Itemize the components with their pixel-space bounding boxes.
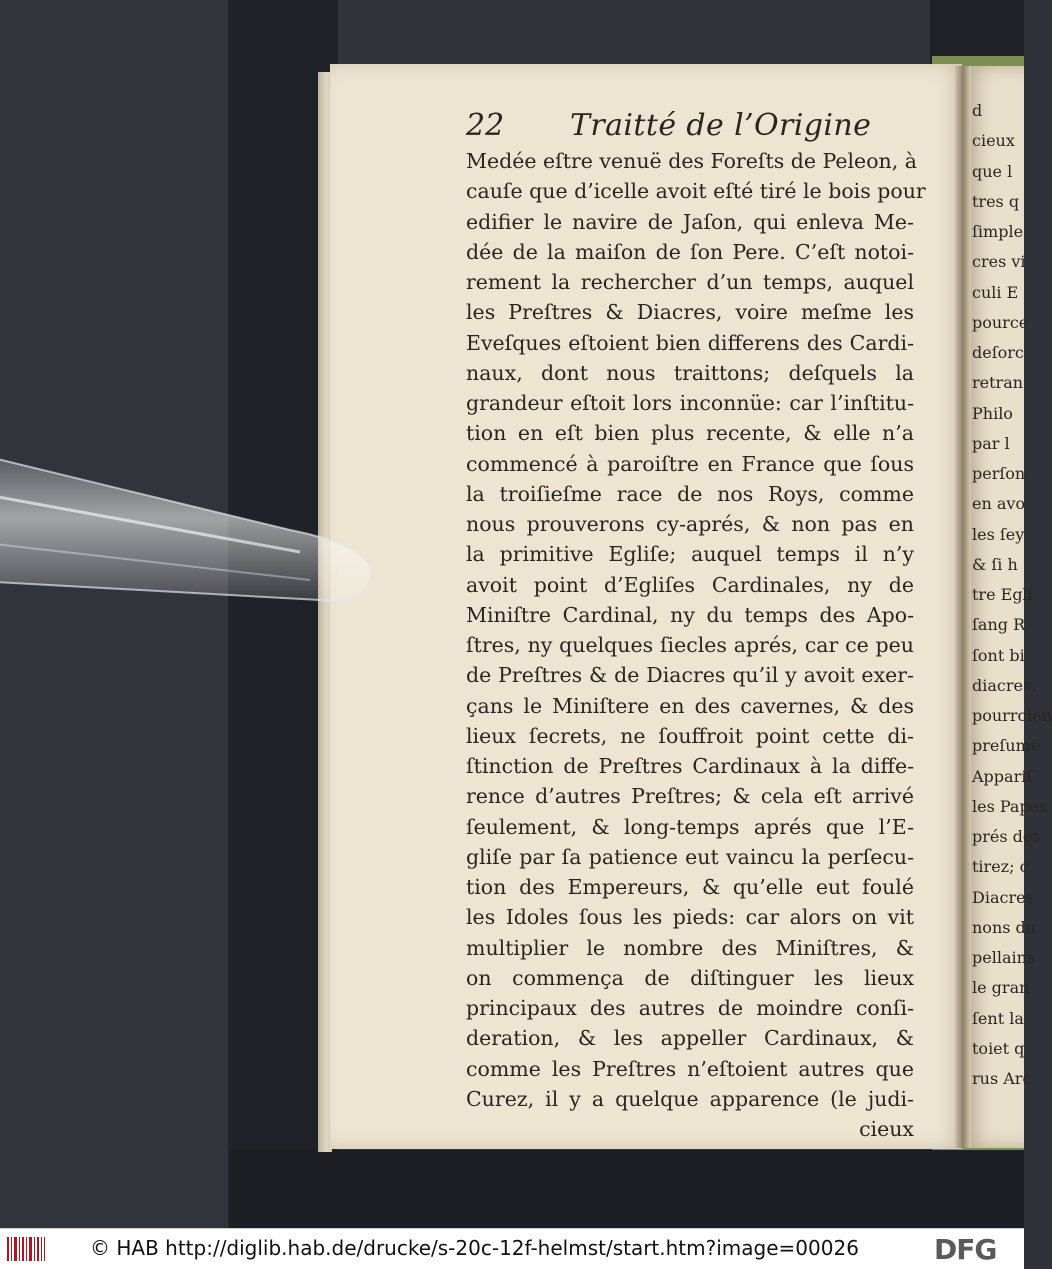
facing-page-line: pource <box>972 312 1029 332</box>
text-line: multiplier le nombre des Miniſtres, & <box>466 935 914 960</box>
text-line: rence d’autres Preſtres; & cela eſt arrivé <box>466 784 914 809</box>
text-line: naux, dont nous traittons; deſquels la <box>466 360 914 385</box>
facing-page-line: nons du <box>972 917 1037 937</box>
facing-page-line: & ſi h <box>972 554 1018 574</box>
facing-page-line: cieux <box>972 131 1015 151</box>
text-line: lieux ſecrets, ne ſouffroit point cette di- <box>466 723 914 748</box>
text-line: on commença de diſtinguer les lieux <box>466 965 914 990</box>
text-line: Eveſques eſtoient bien differens des Cardi- <box>466 330 914 355</box>
facing-page-line: Appariſ <box>972 766 1033 786</box>
text-line: grandeur eſtoit lors inconnüe: car l’inſtitu- <box>466 391 914 415</box>
text-line: les Idoles ſous les pieds: car alors on vit <box>466 905 914 930</box>
text-line: les Preſtres & Diacres, voire meſme les <box>466 300 914 325</box>
text-line: tion des Empereurs, & qu’elle eut foulé <box>466 875 914 899</box>
facing-page-line: Diacres <box>972 887 1034 907</box>
facing-page-line: ſang R <box>972 615 1026 635</box>
facing-page-line: perſon <box>972 464 1026 483</box>
text-line: tion en eſt bien plus recente, & elle n’a <box>466 421 914 446</box>
text-line: nous prouverons cy-aprés, & non pas en <box>466 512 914 536</box>
text-line: la primitive Egliſe; auquel temps il n’y <box>466 542 914 567</box>
page-number: 22 <box>466 108 505 143</box>
facing-page-line: tres q <box>972 191 1020 211</box>
facing-page-line: Philo <box>972 403 1013 423</box>
facing-page-line: par l <box>972 433 1010 453</box>
text-line: cauſe que d’icelle avoit eſté tiré le bois pour <box>466 179 926 204</box>
viewer-footer <box>0 1228 1024 1269</box>
facing-page-line: pellains <box>972 948 1036 967</box>
facing-page-line: cres vi <box>972 252 1026 272</box>
glass-page-holder <box>0 430 380 630</box>
facing-page-line: ſont bi <box>972 645 1025 665</box>
facing-page-line: en avo <box>972 494 1026 514</box>
text-line: commencé à paroiſtre en France que ſous <box>466 451 914 476</box>
facing-page-line: les Papes <box>972 796 1048 816</box>
background-shadow <box>230 1150 1024 1228</box>
dfg-logo: DFG <box>934 1233 997 1266</box>
facing-page-line: toiet q <box>972 1038 1025 1058</box>
facing-page-line: tre Egli <box>972 585 1033 604</box>
book-gutter <box>955 66 971 1148</box>
facing-page-line: rus Arc <box>972 1069 1032 1088</box>
text-line: Curez, il y a quelque apparence (le judi- <box>466 1086 914 1111</box>
facing-page-text <box>972 96 1052 1094</box>
facing-page-line: que l <box>972 161 1013 181</box>
text-line: cieux <box>859 1117 914 1141</box>
facing-page-line: tirez; c <box>972 857 1029 877</box>
text-line: gliſe par ſa patience eut vaincu la perſecu- <box>466 844 914 869</box>
text-line: dée de la maiſon de ſon Pere. C’eſt notoi- <box>466 239 914 264</box>
facing-page-line: pourroien <box>972 706 1052 725</box>
text-line: çans le Miniſtere en des cavernes, & des <box>466 693 914 718</box>
facing-page-line: d <box>972 101 983 120</box>
facing-page-line: culi E <box>972 282 1019 302</box>
facing-page-line: les ſey <box>972 524 1025 544</box>
text-line: edifier le navire de Jaſon, qui enleva Me- <box>466 209 914 234</box>
text-line: deration, & les appeller Cardinaux, & <box>466 1026 914 1051</box>
copyright-url-text: © HAB http://diglib.hab.de/drucke/s-20c-12f-helmst/start.htm?image=00026 <box>90 1236 859 1260</box>
text-line: la troiſieſme race de nos Roys, comme <box>466 481 914 506</box>
text-line: ſtinction de Preſtres Cardinaux à la diffe- <box>466 754 914 778</box>
facing-page-line: diacres, <box>972 675 1037 695</box>
text-line: Miniſtre Cardinal, ny du temps des Apo- <box>466 602 914 627</box>
text-line: avoit point d’Egliſes Cardinales, ny de <box>466 572 914 597</box>
running-title: Traitté de l’Origine <box>570 108 872 143</box>
text-line: Medée eſtre venuë des Foreſts de Peleon, à <box>466 149 917 173</box>
text-line: comme les Preſtres n’eſtoient autres que <box>466 1056 914 1081</box>
text-line: principaux des autres de moindre conſi- <box>466 996 914 1020</box>
text-line: ſtres, ny quelques ſiecles aprés, car ce peu <box>466 633 914 657</box>
facing-page-line: le gran <box>972 978 1030 998</box>
text-line: rement la rechercher d’un temps, auquel <box>466 270 914 294</box>
facing-page-line: deſorc <box>972 343 1024 362</box>
text-line: de Preſtres & de Diacres qu’il y avoit exer- <box>466 663 914 688</box>
facing-page-line: ſent la <box>972 1008 1024 1028</box>
page-body-text <box>466 146 926 1144</box>
facing-page-line: prés des <box>972 827 1041 846</box>
page-header <box>466 108 916 148</box>
facing-page-line: retran <box>972 373 1024 393</box>
barcode-icon <box>6 1235 46 1263</box>
text-line: ſeulement, & long-temps aprés que l’E- <box>466 814 914 839</box>
facing-page-line: preſume <box>972 736 1041 756</box>
facing-page-line: ſimple <box>972 222 1024 241</box>
